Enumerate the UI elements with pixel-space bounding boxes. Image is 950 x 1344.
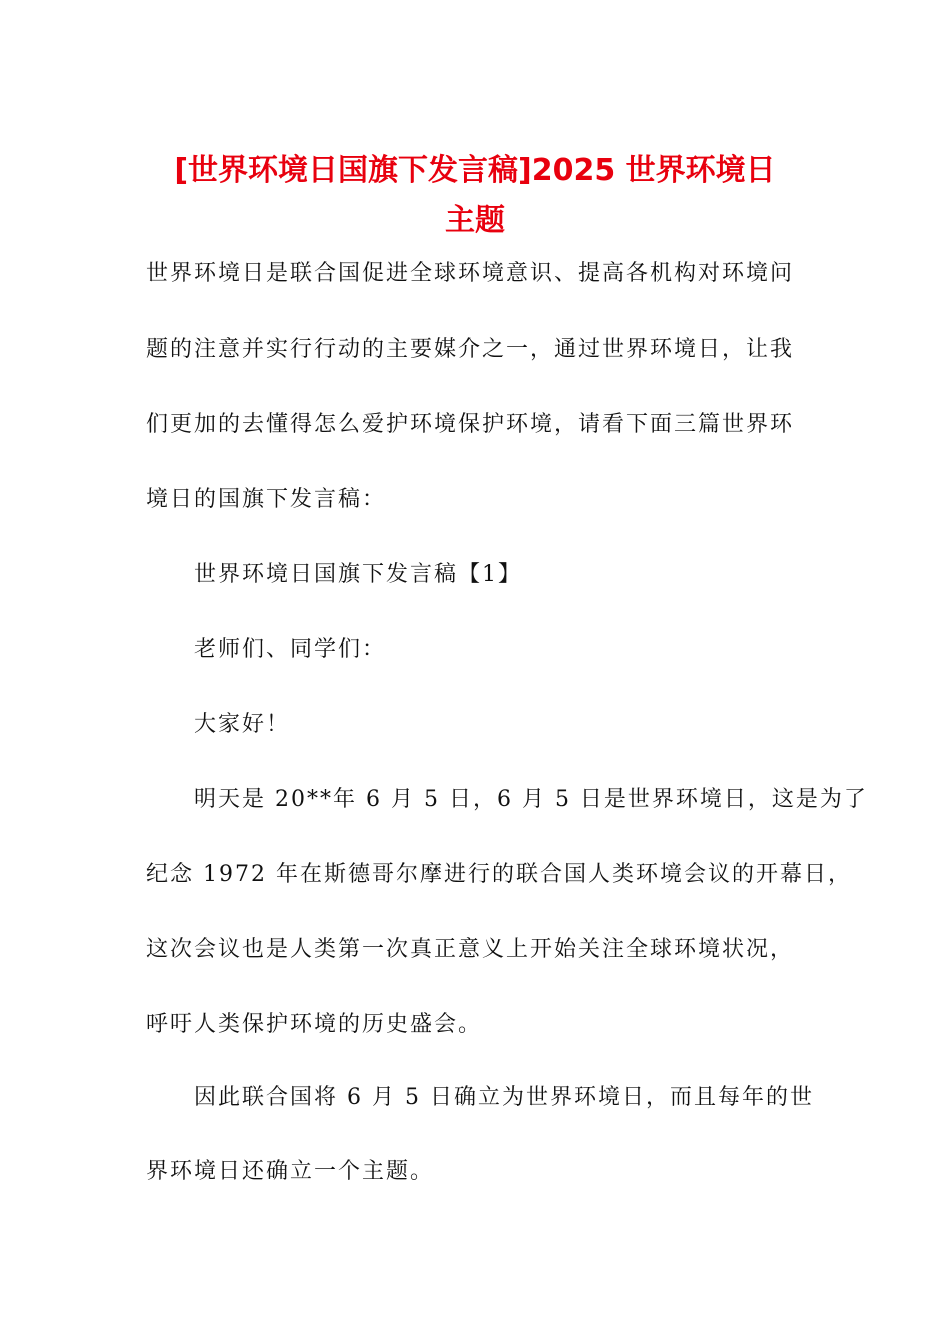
speech-heading-1: 世界环境日国旗下发言稿【1】: [194, 562, 522, 587]
salutation-line: 老师们、同学们：: [194, 637, 387, 662]
document-title: [120, 146, 830, 246]
body-line-1: 世界环境日是联合国促进全球环境意识、提高各机构对环境问: [146, 261, 795, 286]
body-line-6: 纪念 1972 年在斯德哥尔摩进行的联合国人类环境会议的开幕日，: [146, 862, 852, 887]
body-line-10: 界环境日还确立一个主题。: [146, 1159, 435, 1184]
body-line-4: 境日的国旗下发言稿：: [146, 487, 387, 512]
body-line-8: 呼吁人类保护环境的历史盛会。: [146, 1012, 483, 1037]
body-line-5: 明天是 20**年 6 月 5 日，6 月 5 日是世界环境日，这是为了: [194, 787, 868, 812]
body-line-2: 题的注意并实行行动的主要媒介之一，通过世界环境日，让我: [146, 337, 795, 362]
greeting-line: 大家好！: [194, 712, 291, 737]
body-line-7: 这次会议也是人类第一次真正意义上开始关注全球环境状况，: [146, 937, 795, 962]
title-line-2: 主题: [445, 203, 505, 238]
body-line-3: 们更加的去懂得怎么爱护环境保护环境，请看下面三篇世界环: [146, 412, 795, 437]
title-line-1: [世界环境日国旗下发言稿]2025 世界环境日: [174, 153, 776, 188]
body-line-9: 因此联合国将 6 月 5 日确立为世界环境日，而且每年的世: [194, 1085, 814, 1110]
